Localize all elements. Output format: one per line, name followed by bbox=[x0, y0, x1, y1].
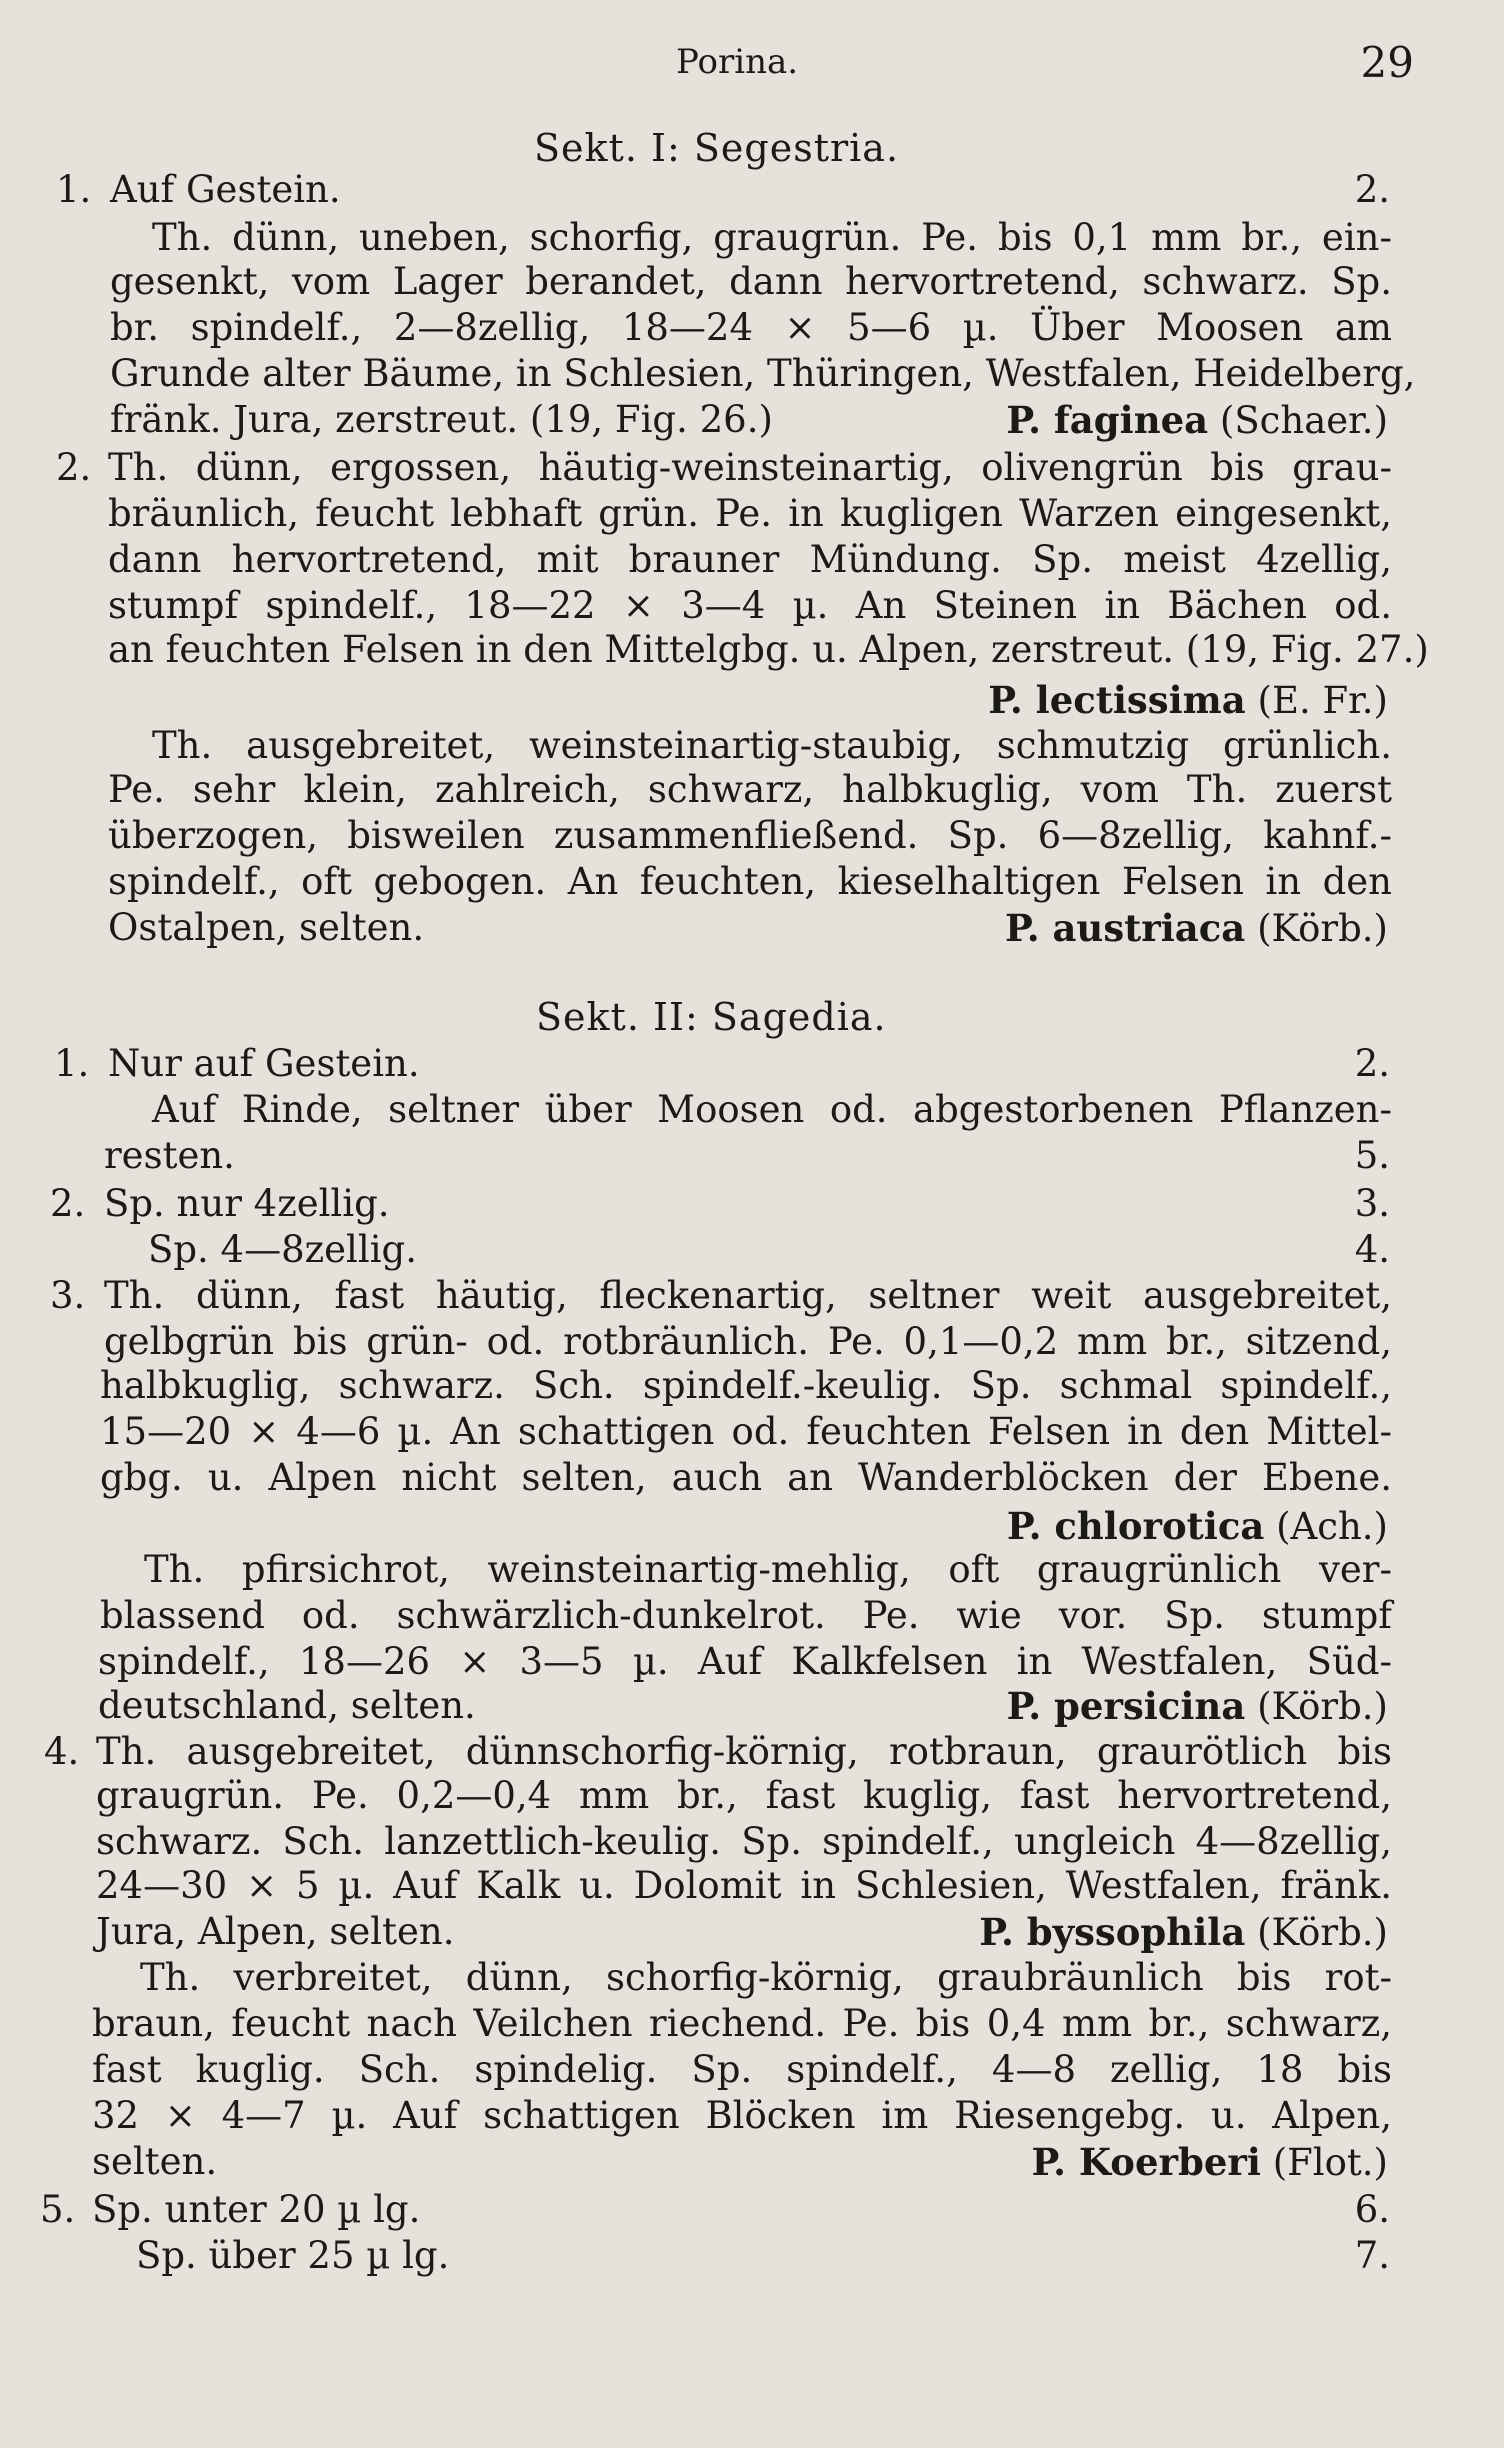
key-line bbox=[0, 1042, 1504, 1086]
line-text: Ostalpen, selten. bbox=[108, 906, 425, 949]
line-text: Grunde alter Bäume, in Schlesien, Thüringen, Westfalen, Heidelberg, bbox=[110, 352, 1416, 395]
key-line bbox=[0, 2002, 1504, 2046]
line-text: br. spindelf., 2—8zellig, 18—24 × 5—6 µ. Über Moosen am bbox=[110, 306, 1392, 349]
line-text: gelbgrün bis grün- od. rotbräunlich. Pe. 0,1—0,2 mm br., sitzend, bbox=[104, 1320, 1392, 1363]
line-text: Sp. 4—8zellig. bbox=[148, 1228, 417, 1271]
key-line bbox=[0, 860, 1504, 904]
line-text: Th. pfirsichrot, weinsteinartig-mehlig, oft graugrünlich ver- bbox=[144, 1548, 1392, 1591]
species-author: (Körb.) bbox=[1257, 1685, 1388, 1728]
line-text: Sp. unter 20 µ lg. bbox=[92, 2188, 421, 2231]
line-text: halbkuglig, schwarz. Sch. spindelf.-keulig. Sp. schmal spindelf., bbox=[100, 1364, 1392, 1407]
couplet-number: 2. bbox=[56, 446, 92, 489]
line-text: an feuchten Felsen in den Mittelgbg. u. Alpen, zerstreut. (19, Fig. 27.) bbox=[108, 628, 1429, 671]
species-author: (E. Fr.) bbox=[1257, 679, 1388, 722]
key-line bbox=[0, 1548, 1504, 1592]
species-binomial: P. chlorotica bbox=[1006, 1504, 1265, 1548]
key-line bbox=[0, 1134, 1504, 1178]
key-line bbox=[0, 678, 1504, 722]
lead-reference: 7. bbox=[1354, 2234, 1390, 2277]
key-line bbox=[0, 1274, 1504, 1318]
line-text: blassend od. schwärzlich-dunkelrot. Pe. wie vor. Sp. stumpf bbox=[100, 1594, 1392, 1637]
line-text: graugrün. Pe. 0,2—0,4 mm br., fast kuglig, fast hervortretend, bbox=[96, 1774, 1392, 1817]
species-author: (Körb.) bbox=[1257, 907, 1388, 950]
lead-reference: 2. bbox=[1354, 1042, 1390, 1085]
key-line bbox=[0, 1182, 1504, 1226]
lead-reference: 5. bbox=[1354, 1134, 1390, 1177]
key-line bbox=[0, 398, 1504, 442]
key-line bbox=[0, 1640, 1504, 1684]
key-line bbox=[0, 1088, 1504, 1132]
line-text: Auf Rinde, seltner über Moosen od. abgestorbenen Pflanzen- bbox=[152, 1088, 1392, 1131]
line-text: bräunlich, feucht lebhaft grün. Pe. in kugligen Warzen eingesenkt, bbox=[108, 492, 1392, 535]
line-text: stumpf spindelf., 18—22 × 3—4 µ. An Steinen in Bächen od. bbox=[108, 584, 1392, 627]
species-name bbox=[1005, 906, 1388, 951]
lead-reference: 2. bbox=[1354, 168, 1390, 211]
key-line bbox=[0, 216, 1504, 260]
key-line bbox=[0, 1456, 1504, 1500]
key-line bbox=[0, 1820, 1504, 1864]
line-text: Th. dünn, ergossen, häutig-weinsteinartig, olivengrün bis grau- bbox=[108, 446, 1392, 489]
key-line bbox=[0, 2094, 1504, 2138]
line-text: Th. dünn, uneben, schorfig, graugrün. Pe. bis 0,1 mm br., ein- bbox=[152, 216, 1392, 259]
species-name bbox=[979, 1910, 1388, 1955]
key-line bbox=[0, 628, 1504, 672]
species-author: (Körb.) bbox=[1257, 1911, 1388, 1954]
line-text: dann hervortretend, mit brauner Mündung. Sp. meist 4zellig, bbox=[108, 538, 1392, 581]
key-line bbox=[0, 2048, 1504, 2092]
line-text: Nur auf Gestein. bbox=[108, 1042, 420, 1085]
key-line bbox=[0, 768, 1504, 812]
key-line bbox=[0, 446, 1504, 490]
key-line bbox=[0, 1684, 1504, 1728]
couplet-number: 1. bbox=[54, 1042, 90, 1085]
key-line bbox=[0, 1410, 1504, 1454]
line-text: selten. bbox=[92, 2140, 218, 2183]
species-author: (Ach.) bbox=[1276, 1505, 1388, 1548]
section-title bbox=[0, 126, 1504, 170]
line-text: spindelf., oft gebogen. An feuchten, kieselhaltigen Felsen in den bbox=[108, 860, 1392, 903]
species-name bbox=[1006, 398, 1388, 443]
section-title-text: Sekt. II: Sagedia. bbox=[536, 995, 887, 1039]
key-line bbox=[0, 1364, 1504, 1408]
species-name bbox=[988, 678, 1388, 723]
line-text: spindelf., 18—26 × 3—5 µ. Auf Kalkfelsen in Westfalen, Süd- bbox=[98, 1640, 1392, 1683]
line-text: braun, feucht nach Veilchen riechend. Pe. bis 0,4 mm br., schwarz, bbox=[92, 2002, 1392, 2045]
line-text: gbg. u. Alpen nicht selten, auch an Wanderblöcken der Ebene. bbox=[100, 1456, 1392, 1499]
key-line bbox=[0, 724, 1504, 768]
key-line bbox=[0, 168, 1504, 212]
couplet-number: 4. bbox=[44, 1730, 80, 1773]
line-text: Jura, Alpen, selten. bbox=[96, 1910, 455, 1953]
key-line bbox=[0, 352, 1504, 396]
line-text: Sp. nur 4zellig. bbox=[104, 1182, 390, 1225]
couplet-number: 5. bbox=[40, 2188, 76, 2231]
line-text: schwarz. Sch. lanzettlich-keulig. Sp. spindelf., ungleich 4—8zellig, bbox=[96, 1820, 1392, 1863]
line-text: 24—30 × 5 µ. Auf Kalk u. Dolomit in Schlesien, Westfalen, fränk. bbox=[96, 1864, 1392, 1907]
key-line bbox=[0, 538, 1504, 582]
couplet-number: 3. bbox=[50, 1274, 86, 1317]
line-text: fast kuglig. Sch. spindelig. Sp. spindelf., 4—8 zellig, 18 bis bbox=[92, 2048, 1392, 2091]
page-number: 29 bbox=[1360, 38, 1414, 87]
key-line bbox=[0, 1730, 1504, 1774]
key-line bbox=[0, 2234, 1504, 2278]
key-line bbox=[0, 492, 1504, 536]
line-text: 15—20 × 4—6 µ. An schattigen od. feuchten Felsen in den Mittel- bbox=[100, 1410, 1392, 1453]
key-line bbox=[0, 1228, 1504, 1272]
key-line bbox=[0, 1320, 1504, 1364]
line-text: Th. verbreitet, dünn, schorfig-körnig, graubräunlich bis rot- bbox=[140, 1956, 1392, 1999]
species-author: (Schaer.) bbox=[1219, 399, 1388, 442]
section-title-text: Sekt. I: Segestria. bbox=[534, 126, 900, 170]
line-text: Th. dünn, fast häutig, fleckenartig, seltner weit ausgebreitet, bbox=[104, 1274, 1392, 1317]
species-name bbox=[1031, 2140, 1388, 2185]
line-text: fränk. Jura, zerstreut. (19, Fig. 26.) bbox=[110, 398, 773, 441]
key-line bbox=[0, 1594, 1504, 1638]
key-line bbox=[0, 1774, 1504, 1818]
key-line bbox=[0, 584, 1504, 628]
species-name bbox=[1007, 1684, 1388, 1729]
line-text: überzogen, bisweilen zusammenfließend. Sp. 6—8zellig, kahnf.- bbox=[108, 814, 1392, 857]
running-title: Porina. bbox=[676, 42, 799, 82]
page-header bbox=[0, 38, 1504, 88]
species-binomial: P. faginea bbox=[1006, 398, 1209, 442]
key-line bbox=[0, 306, 1504, 350]
key-line bbox=[0, 1504, 1504, 1548]
key-line bbox=[0, 906, 1504, 950]
species-binomial: P. Koerberi bbox=[1031, 2140, 1261, 2184]
key-line bbox=[0, 2188, 1504, 2232]
line-text: Auf Gestein. bbox=[110, 168, 341, 211]
species-name bbox=[1007, 1504, 1388, 1549]
couplet-number: 1. bbox=[56, 168, 92, 211]
line-text: gesenkt, vom Lager berandet, dann hervortretend, schwarz. Sp. bbox=[110, 260, 1392, 303]
key-line bbox=[0, 814, 1504, 858]
line-text: Pe. sehr klein, zahlreich, schwarz, halbkuglig, vom Th. zuerst bbox=[108, 768, 1392, 811]
couplet-number: 2. bbox=[50, 1182, 86, 1225]
species-binomial: P. persicina bbox=[1006, 1684, 1246, 1728]
line-text: resten. bbox=[104, 1134, 235, 1177]
line-text: 32 × 4—7 µ. Auf schattigen Blöcken im Riesengebg. u. Alpen, bbox=[92, 2094, 1392, 2137]
key-line bbox=[0, 260, 1504, 304]
lead-reference: 3. bbox=[1354, 1182, 1390, 1225]
section-title bbox=[0, 995, 1504, 1039]
species-binomial: P. austriaca bbox=[1005, 906, 1246, 950]
key-line bbox=[0, 1956, 1504, 2000]
key-line bbox=[0, 1910, 1504, 1954]
lead-reference: 6. bbox=[1354, 2188, 1390, 2231]
lead-reference: 4. bbox=[1354, 1228, 1390, 1271]
line-text: deutschland, selten. bbox=[98, 1684, 476, 1727]
line-text: Sp. über 25 µ lg. bbox=[136, 2234, 450, 2277]
species-binomial: P. lectissima bbox=[988, 678, 1246, 722]
line-text: Th. ausgebreitet, dünnschorfig-körnig, rotbraun, graurötlich bis bbox=[96, 1730, 1392, 1773]
key-line bbox=[0, 2140, 1504, 2184]
species-binomial: P. byssophila bbox=[979, 1910, 1246, 1954]
key-line bbox=[0, 1864, 1504, 1908]
line-text: Th. ausgebreitet, weinsteinartig-staubig, schmutzig grünlich. bbox=[152, 724, 1392, 767]
species-author: (Flot.) bbox=[1272, 2141, 1388, 2184]
